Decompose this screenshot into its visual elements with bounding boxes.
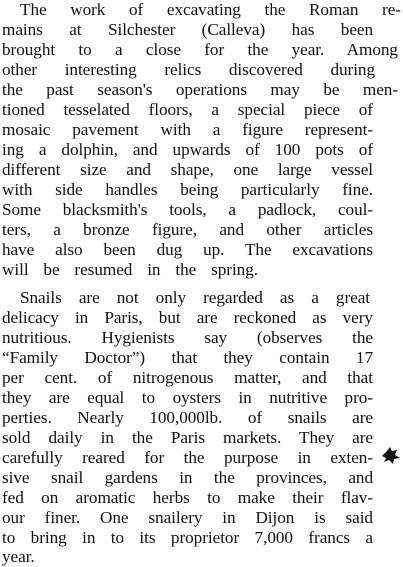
text-line: with side handles being particularly fine. — [2, 180, 373, 199]
text-line: Some blacksmith's tools, a padlock, coul- — [2, 200, 374, 219]
text-line: carefully reared for the purpose in exten- — [2, 448, 374, 467]
text-line: ing a dolphin, and upwards of 100 pots of — [2, 140, 374, 159]
text-line: The work of excavating the Roman re- — [20, 0, 401, 19]
text-line: fed on aromatic herbs to make their flav- — [2, 488, 374, 507]
text-line: will be resumed in the spring. — [2, 260, 259, 279]
text-line: to bring in to its proprietor 7,000 francs a — [2, 528, 374, 547]
text-line: perties. Nearly 100,000lb. of snails are — [2, 408, 373, 427]
text-line: mosaic pavement with a figure represent- — [2, 120, 374, 139]
text-line: have also been dug up. The excavations — [2, 240, 373, 259]
text-line: our finer. One snailery in Dijon is said — [2, 508, 373, 527]
ink-blot-icon — [379, 445, 401, 467]
text-line: the past season's operations may be men- — [2, 80, 398, 99]
text-line: “Family Doctor”) that they contain 17 — [2, 348, 373, 367]
text-line: mains at Silchester (Calleva) has been — [2, 20, 374, 39]
text-line: nutritious. Hygienists say (observes the — [2, 328, 373, 347]
text-line: tioned tesselated floors, a special piece of — [2, 100, 373, 119]
text-line: Snails are not only regarded as a great — [20, 288, 371, 307]
text-line: ters, a bronze figure, and other articles — [2, 220, 373, 239]
text-line: different size and shape, one large vessel — [2, 160, 374, 179]
text-line: other interesting relics discovered during — [2, 60, 376, 79]
text-line: they are equal to oysters in nutritive pro- — [2, 388, 373, 407]
text-line: per cent. of nitrogenous matter, and that — [2, 368, 373, 387]
text-line: sold daily in the Paris markets. They are — [2, 428, 374, 447]
text-line: year. — [2, 547, 35, 566]
text-line: delicacy in Paris, but are reckoned as very — [2, 308, 373, 327]
text-line: sive snail gardens in the provinces, and — [2, 468, 373, 487]
text-line: brought to a close for the year. Among — [2, 40, 398, 59]
